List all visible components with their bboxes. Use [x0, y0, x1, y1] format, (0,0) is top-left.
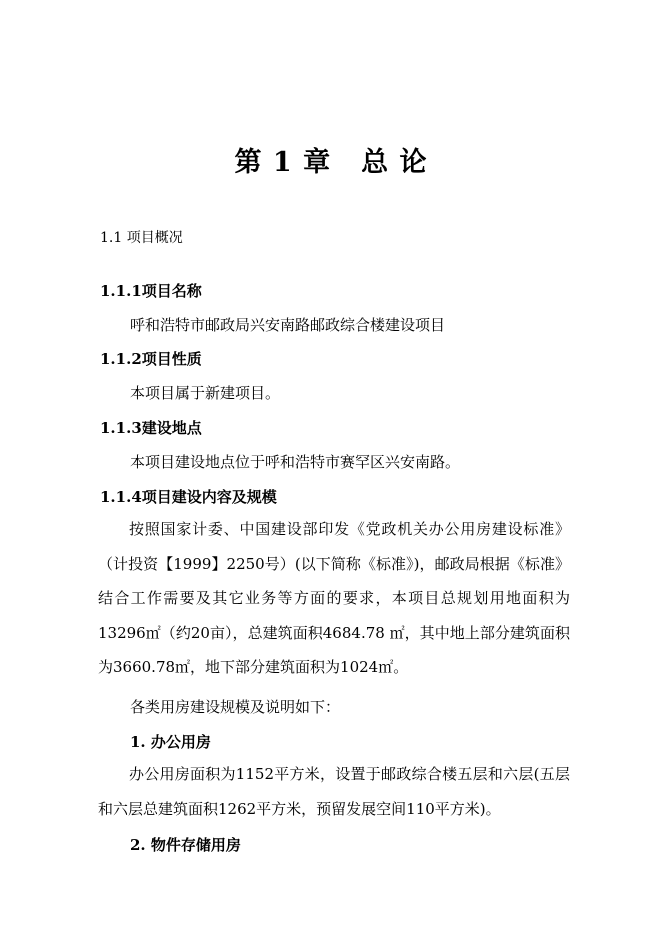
- subsection-heading: 1.1.2项目性质: [100, 350, 202, 368]
- subsection-heading: 1.1.3建设地点: [100, 419, 202, 437]
- item-heading-office: 1. 办公用房: [130, 733, 211, 751]
- subsection-body: 呼和浩特市邮政局兴安南路邮政综合楼建设项目: [130, 316, 446, 334]
- subsection-heading: 1.1.4项目建设内容及规模: [100, 488, 277, 506]
- subsection-body: 本项目属于新建项目。: [130, 384, 281, 402]
- subsection-heading: 1.1.1项目名称: [100, 282, 202, 300]
- item-heading-storage: 2. 物件存储用房: [130, 836, 241, 854]
- paragraph-intro: 各类用房建设规模及说明如下：: [130, 698, 341, 716]
- section-heading: 1.1 项目概况: [100, 230, 183, 246]
- subsection-body: 本项目建设地点位于呼和浩特市赛罕区兴安南路。: [130, 453, 461, 471]
- chapter-title: [0, 140, 662, 179]
- paragraph-standard: 按照国家计委、中国建设部印发《党政机关办公用房建设标准》（计投资【1999】2250号）(以下简称《标准》)，邮政局根据《标准》结合工作需要及其它业务等方面的要求，本项目总规划用地面积为13296㎡（约20亩），总建筑面积4684.78 ㎡，其中地上部分建筑面积为3660.78㎡，地下部分建筑面积为1024㎡。: [98, 520, 570, 676]
- chapter-name: 总 论: [361, 147, 428, 178]
- paragraph-office: 办公用房面积为1152平方米，设置于邮政综合楼五层和六层(五层和六层总建筑面积1262平方米，预留发展空间110平方米)。: [98, 765, 570, 818]
- chapter-number: 第 1 章: [234, 147, 332, 178]
